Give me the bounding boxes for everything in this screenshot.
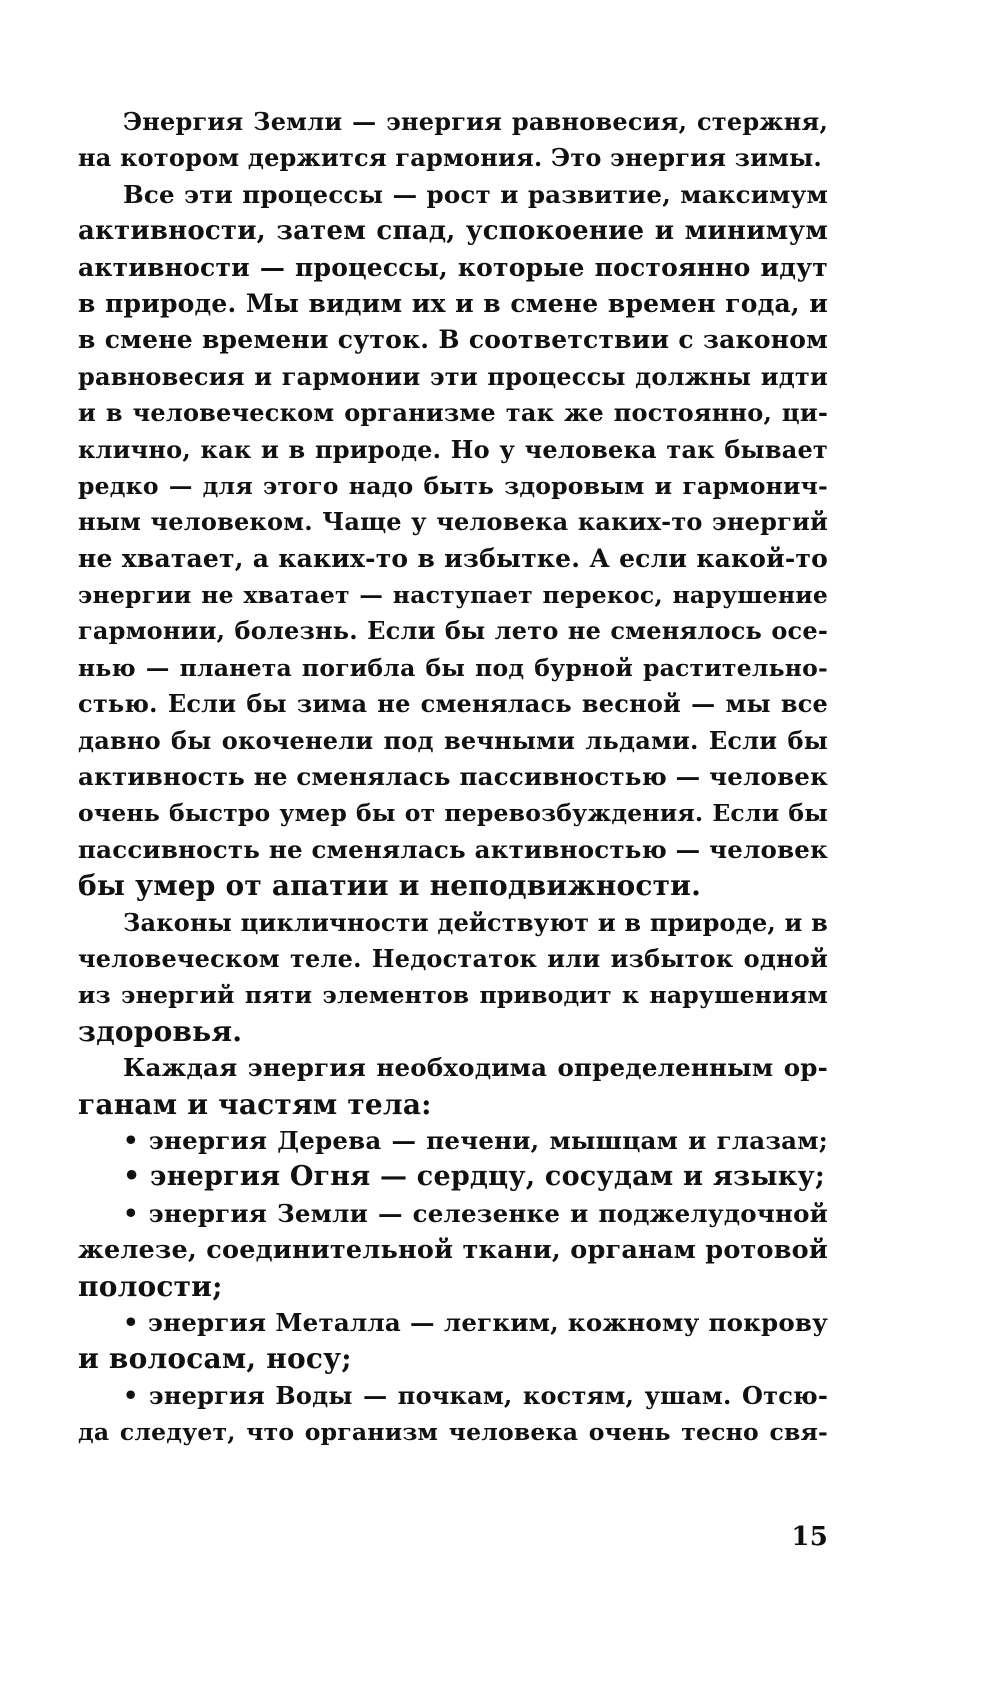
body-text bbox=[78, 104, 828, 1450]
text-line: очень быстро умер бы от перевозбуждения. Если бы bbox=[78, 799, 828, 828]
text-line: редко — для этого надо быть здоровым и гармонич- bbox=[78, 471, 828, 500]
text-line: энергии не хватает — наступает перекос, нарушение bbox=[78, 581, 828, 610]
text-line: на котором держится гармония. Это энергия зимы. bbox=[78, 143, 822, 173]
text-line: бы умер от апатии и неподвижности. bbox=[78, 869, 702, 903]
text-line: и в человеческом организме так же постоянно, ци- bbox=[78, 398, 828, 428]
text-line: здоровья. bbox=[78, 1014, 243, 1048]
text-line: ганам и частям тела: bbox=[78, 1087, 432, 1121]
page-number: 15 bbox=[791, 1522, 828, 1552]
text-line: из энергий пяти элементов приводит к нарушениям bbox=[78, 981, 828, 1010]
text-line: клично, как и в природе. Но у человека так бывает bbox=[78, 434, 828, 464]
text-line: • энергия Металла — легким, кожному покрову bbox=[123, 1307, 828, 1337]
text-line: • энергия Дерева — печени, мышцам и глазам; bbox=[123, 1125, 828, 1155]
text-line: активности — процессы, которые постоянно идут bbox=[78, 252, 828, 282]
text-line: стью. Если бы зима не сменялась весной — мы все bbox=[78, 689, 828, 719]
text-line: железе, соединительной ткани, органам ротовой bbox=[78, 1235, 828, 1266]
text-line: в природе. Мы видим их и в смене времен года, и bbox=[78, 288, 828, 318]
text-line: не хватает, а каких-то в избытке. А если какой-то bbox=[78, 543, 828, 573]
text-line: в смене времени суток. В соответствии с законом bbox=[78, 325, 828, 355]
text-line: ным человеком. Чаще у человека каких-то энергий bbox=[78, 507, 828, 537]
text-line: нью — планета погибла бы под бурной растительно- bbox=[78, 653, 828, 682]
text-line: Каждая энергия необходима определенным ор- bbox=[123, 1053, 828, 1083]
text-line: • энергия Земли — селезенке и поджелудочной bbox=[123, 1198, 828, 1228]
text-line: активность не сменялась пассивностью — человек bbox=[78, 762, 828, 792]
text-line: Все эти процессы — рост и развитие, максимум bbox=[123, 179, 828, 209]
text-line: • энергия Огня — сердцу, сосудам и языку; bbox=[123, 1161, 826, 1193]
text-line: человеческом теле. Недостаток или избыток одной bbox=[78, 943, 828, 973]
text-line: активности, затем спад, успокоение и минимум bbox=[78, 216, 828, 247]
text-line: да следует, что организм человека очень тесно свя- bbox=[78, 1418, 828, 1447]
text-line: давно бы окоченели под вечными льдами. Если бы bbox=[78, 725, 828, 755]
text-line: • энергия Воды — почкам, костям, ушам. Отсю- bbox=[123, 1380, 828, 1410]
text-line: и волосам, носу; bbox=[78, 1342, 352, 1376]
text-line: гармонии, болезнь. Если бы лето не сменялось осе- bbox=[78, 616, 828, 646]
text-line: Законы цикличности действуют и в природе, и в bbox=[123, 907, 828, 937]
text-line: равновесия и гармонии эти процессы должны идти bbox=[78, 361, 828, 391]
text-line: пассивность не сменялась активностью — человек bbox=[78, 834, 828, 864]
text-line: Энергия Земли — энергия равновесия, стержня, bbox=[123, 107, 828, 136]
text-line: полости; bbox=[78, 1269, 223, 1303]
